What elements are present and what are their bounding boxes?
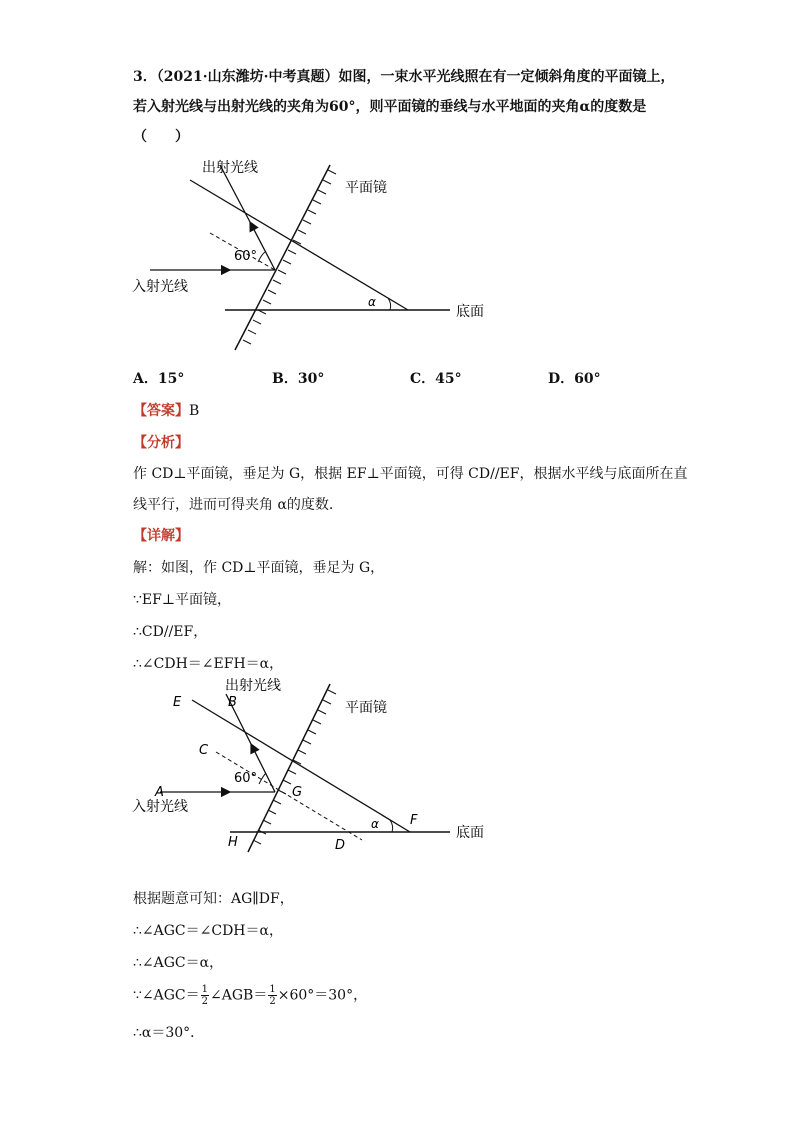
point-g: G	[292, 785, 303, 800]
analysis-tag-text: 【分析】	[133, 435, 189, 451]
option-d[interactable]	[548, 368, 601, 388]
question-number: 3．	[133, 69, 157, 85]
mirror-line-2	[248, 684, 330, 852]
label-60-2: 60°	[234, 771, 258, 786]
detail-tag-text: 【详解】	[133, 528, 189, 544]
option-a-value: 15°	[157, 371, 185, 387]
label-ground: 底面	[456, 304, 484, 320]
mirror-hatch-2	[253, 690, 336, 844]
option-b[interactable]	[272, 368, 324, 388]
option-c-letter: C．	[410, 371, 436, 387]
option-c-value: 45°	[435, 371, 462, 387]
fraction-half-2	[268, 984, 276, 1007]
angle-60-arc	[258, 252, 265, 262]
detail-tag	[133, 525, 189, 545]
conclusion-line4-post: ×60°＝30°，	[277, 987, 368, 1004]
point-b: B	[228, 695, 237, 710]
point-e: E	[173, 695, 182, 710]
detail-line-3: ∴CD//EF，	[133, 624, 208, 640]
point-d: D	[335, 838, 346, 853]
question-source: （2021·山东潍坊·中考真题）	[156, 69, 339, 85]
detail-line-4: ∴∠CDH＝∠EFH＝α，	[133, 656, 284, 672]
question-line1: 如图，一束水平光线照在有一定倾斜角度的平面镜上，	[338, 69, 675, 85]
fraction-num-1: 1	[201, 984, 209, 995]
label-mirror-2: 平面镜	[345, 700, 387, 716]
option-a[interactable]	[133, 368, 184, 388]
figure-2	[120, 672, 500, 862]
question-blank: （ ）	[133, 129, 189, 145]
label-ground-2: 底面	[456, 825, 484, 841]
answer-tag: 【答案】	[133, 403, 189, 419]
analysis-line1: 作 CD⊥平面镜，垂足为 G，根据 EF⊥平面镜，可得 CD//EF，根据水平线与底面所在直	[133, 466, 688, 482]
fraction-num-2: 1	[269, 984, 276, 995]
label-alpha-2: α	[371, 817, 379, 831]
option-d-letter: D．	[548, 371, 575, 387]
dashed-cd	[216, 752, 362, 840]
label-out-ray-2: 出射光线	[225, 678, 281, 694]
conclusion-line1: 根据题意可知：AG∥DF，	[133, 891, 294, 907]
figure-1	[120, 150, 500, 360]
conclusion-line2: ∴∠AGC＝∠CDH＝α，	[133, 923, 283, 939]
option-b-value: 30°	[297, 371, 325, 387]
label-in-ray: 入射光线	[132, 279, 188, 295]
label-alpha: α	[368, 295, 376, 309]
conclusion-line4-pre: ∵∠AGC＝	[133, 987, 200, 1004]
fraction-den-1: 2	[201, 996, 209, 1007]
conclusion-line4	[133, 984, 367, 1007]
normal-line	[190, 180, 408, 310]
point-h: H	[228, 835, 238, 850]
conclusion-line3: ∴∠AGC＝α，	[133, 955, 224, 971]
detail-line-1: 解：如图，作 CD⊥平面镜，垂足为 G，	[133, 560, 385, 576]
label-in-ray-2: 入射光线	[132, 799, 188, 815]
conclusion-line5: ∴α＝30°．	[133, 1025, 205, 1041]
label-mirror: 平面镜	[345, 180, 387, 196]
point-a: A	[155, 785, 164, 800]
analysis-tag	[133, 432, 189, 452]
option-b-letter: B．	[272, 371, 298, 387]
point-c: C	[199, 743, 209, 758]
option-a-letter: A．	[133, 371, 158, 387]
fraction-half-1	[201, 984, 209, 1007]
question-text	[133, 62, 693, 152]
point-f: F	[410, 813, 418, 828]
detail-line-2: ∵EF⊥平面镜，	[133, 592, 232, 608]
question-line2: 若入射光线与出射光线的夹角为60°，则平面镜的垂线与水平地面的夹角α的度数是	[133, 99, 647, 115]
conclusion-line4-mid: ∠AGB＝	[210, 987, 268, 1004]
analysis-line2: 线平行，进而可得夹角 α的度数.	[133, 497, 334, 513]
label-out-ray: 出射光线	[202, 160, 258, 176]
fraction-den-2: 2	[269, 996, 276, 1007]
option-d-value: 60°	[574, 371, 601, 387]
answer-value: B	[189, 403, 200, 419]
normal-line-2	[192, 700, 410, 832]
label-60: 60°	[234, 249, 258, 264]
answer-row	[133, 400, 199, 420]
option-c[interactable]	[410, 368, 462, 388]
